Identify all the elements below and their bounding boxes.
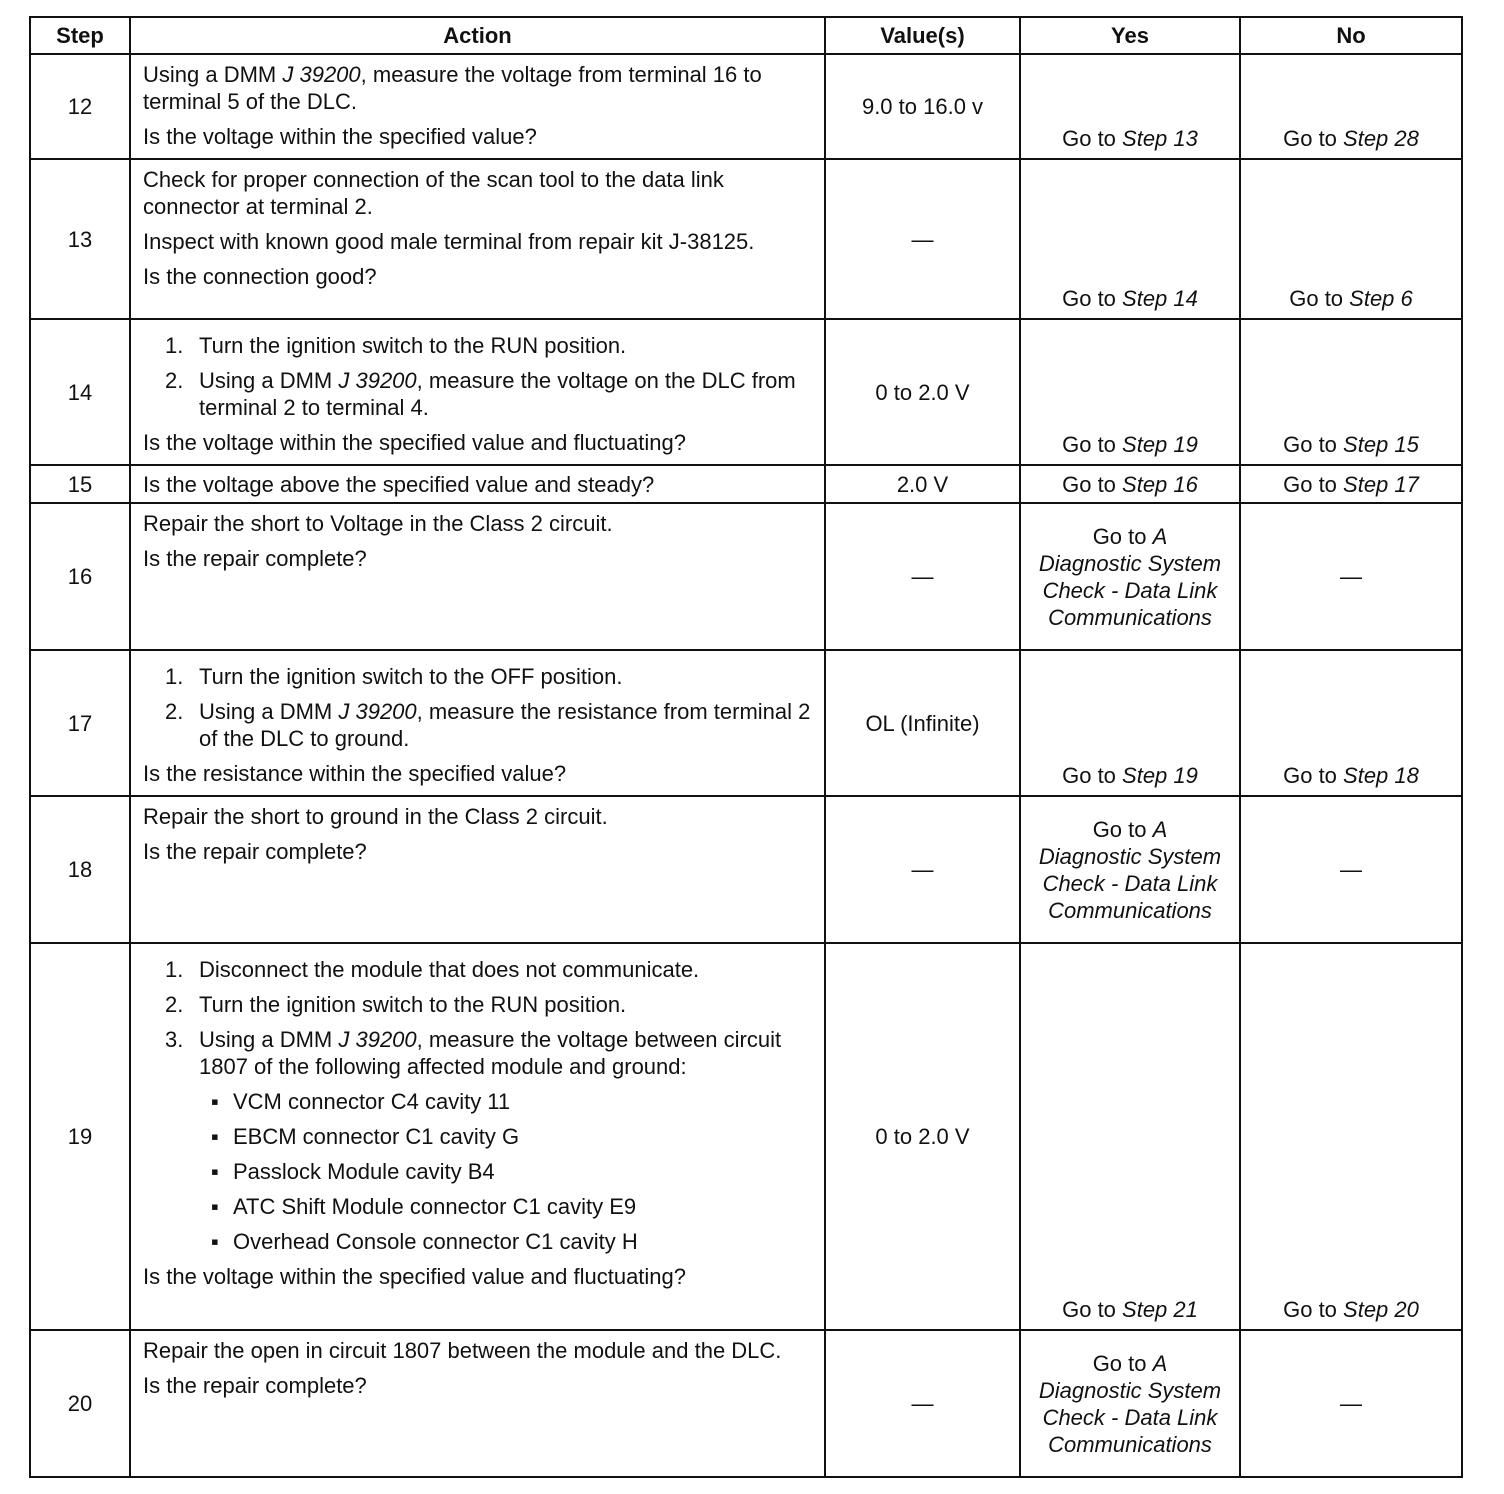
- value-cell: —: [825, 796, 1020, 943]
- table-row: [30, 650, 1462, 796]
- action-question: Is the repair complete?: [143, 839, 367, 864]
- step-number: 19: [30, 943, 130, 1330]
- header-step: Step: [30, 17, 130, 54]
- value-cell: —: [825, 159, 1020, 319]
- yes-cell: Go to A Diagnostic System Check - Data Link Communications: [1020, 503, 1240, 650]
- numbered-item: 2. Using a DMM J 39200, measure the voltage on the DLC from terminal 2 to terminal 4.: [165, 368, 796, 420]
- table-row: [30, 943, 1462, 1330]
- numbered-item: 1. Disconnect the module that does not communicate.: [165, 957, 700, 982]
- diagnostic-link-text: Diagnostic System Check - Data Link Communications: [1038, 550, 1222, 630]
- action-question: Is the voltage within the specified value?: [143, 124, 537, 149]
- no-cell: —: [1240, 796, 1462, 943]
- action-question: Is the voltage within the specified value and fluctuating?: [143, 430, 687, 455]
- action-question: Is the voltage above the specified value and steady?: [143, 471, 655, 497]
- header-yes: Yes: [1020, 17, 1240, 54]
- table-row: [30, 796, 1462, 943]
- action-text: Repair the open in circuit 1807 between the module and the DLC.: [143, 1338, 782, 1363]
- numbered-item: 2. Using a DMM J 39200, measure the resistance from terminal 2 of the DLC to ground.: [165, 699, 811, 751]
- action-question: Is the voltage within the specified value and fluctuating?: [143, 1264, 687, 1289]
- action-cell: [130, 796, 825, 943]
- action-question: Is the repair complete?: [143, 1373, 367, 1398]
- step-number: 17: [30, 650, 130, 796]
- no-cell: Go to Step 17: [1240, 465, 1462, 503]
- step-number: 20: [30, 1330, 130, 1477]
- header-no: No: [1240, 17, 1462, 54]
- table-row: [30, 319, 1462, 465]
- table-row: [30, 503, 1462, 650]
- bullet-item: ▪ Passlock Module cavity B4: [211, 1159, 495, 1184]
- no-cell: Go to Step 15: [1240, 319, 1462, 465]
- no-cell: —: [1240, 1330, 1462, 1477]
- step-number: 12: [30, 54, 130, 159]
- action-text: Repair the short to Voltage in the Class 2 circuit.: [143, 511, 613, 536]
- action-text: Inspect with known good male terminal from repair kit J-38125.: [143, 229, 755, 254]
- numbered-item: 1. Turn the ignition switch to the OFF position.: [165, 664, 623, 689]
- action-cell: [130, 159, 825, 319]
- action-text: Check for proper connection of the scan tool to the data link connector at terminal 2.: [143, 167, 724, 219]
- bullet-item: ▪ EBCM connector C1 cavity G: [211, 1124, 520, 1149]
- bullet-item: ▪ ATC Shift Module connector C1 cavity E9: [211, 1194, 637, 1219]
- action-question: Is the connection good?: [143, 264, 377, 289]
- bullet-item: ▪ VCM connector C4 cavity 11: [211, 1089, 511, 1114]
- action-cell: [130, 319, 825, 465]
- no-cell: Go to Step 20: [1240, 943, 1462, 1330]
- no-cell: Go to Step 18: [1240, 650, 1462, 796]
- diagnostic-link-text: Diagnostic System Check - Data Link Communications: [1038, 1377, 1222, 1457]
- value-cell: 0 to 2.0 V: [825, 943, 1020, 1330]
- yes-cell: Go to Step 19: [1020, 319, 1240, 465]
- step-number: 18: [30, 796, 130, 943]
- action-question: Is the repair complete?: [143, 546, 367, 571]
- action-text: Repair the short to ground in the Class 2 circuit.: [143, 804, 608, 829]
- diagnostic-table: [29, 16, 1463, 1478]
- numbered-item: 3. Using a DMM J 39200, measure the voltage between circuit 1807 of the following affected module and ground:: [165, 1027, 782, 1079]
- header-action: Action: [130, 17, 825, 54]
- action-cell: [130, 943, 825, 1330]
- no-cell: Go to Step 28: [1240, 54, 1462, 159]
- action-cell: [130, 503, 825, 650]
- header-row: [30, 17, 1462, 54]
- numbered-item: 1. Turn the ignition switch to the RUN position.: [165, 333, 627, 358]
- table-row: [30, 465, 1462, 503]
- table-row: [30, 159, 1462, 319]
- action-cell: [130, 54, 825, 159]
- step-number: 16: [30, 503, 130, 650]
- yes-cell: Go to Step 16: [1020, 465, 1240, 503]
- action-cell: [130, 650, 825, 796]
- value-cell: 2.0 V: [825, 465, 1020, 503]
- numbered-item: 2. Turn the ignition switch to the RUN position.: [165, 992, 627, 1017]
- value-cell: —: [825, 503, 1020, 650]
- table-row: [30, 1330, 1462, 1477]
- yes-cell: Go to A Diagnostic System Check - Data Link Communications: [1020, 796, 1240, 943]
- yes-cell: Go to Step 19: [1020, 650, 1240, 796]
- step-number: 13: [30, 159, 130, 319]
- header-values: Value(s): [825, 17, 1020, 54]
- action-cell: [130, 1330, 825, 1477]
- diagnostic-link-text: Diagnostic System Check - Data Link Communications: [1038, 843, 1222, 923]
- value-cell: 9.0 to 16.0 v: [825, 54, 1020, 159]
- value-cell: OL (Infinite): [825, 650, 1020, 796]
- yes-cell: Go to Step 21: [1020, 943, 1240, 1330]
- yes-cell: Go to A Diagnostic System Check - Data Link Communications: [1020, 1330, 1240, 1477]
- value-cell: —: [825, 1330, 1020, 1477]
- no-cell: —: [1240, 503, 1462, 650]
- step-number: 15: [30, 465, 130, 503]
- action-question: Is the resistance within the specified value?: [143, 761, 567, 786]
- bullet-item: ▪ Overhead Console connector C1 cavity H: [211, 1229, 638, 1254]
- no-cell: Go to Step 6: [1240, 159, 1462, 319]
- step-number: 14: [30, 319, 130, 465]
- action-cell: [130, 465, 825, 503]
- value-cell: 0 to 2.0 V: [825, 319, 1020, 465]
- action-text: Using a DMM J 39200, measure the voltage from terminal 16 to terminal 5 of the DLC.: [143, 62, 762, 114]
- yes-cell: Go to Step 14: [1020, 159, 1240, 319]
- table-row: [30, 54, 1462, 159]
- yes-cell: Go to Step 13: [1020, 54, 1240, 159]
